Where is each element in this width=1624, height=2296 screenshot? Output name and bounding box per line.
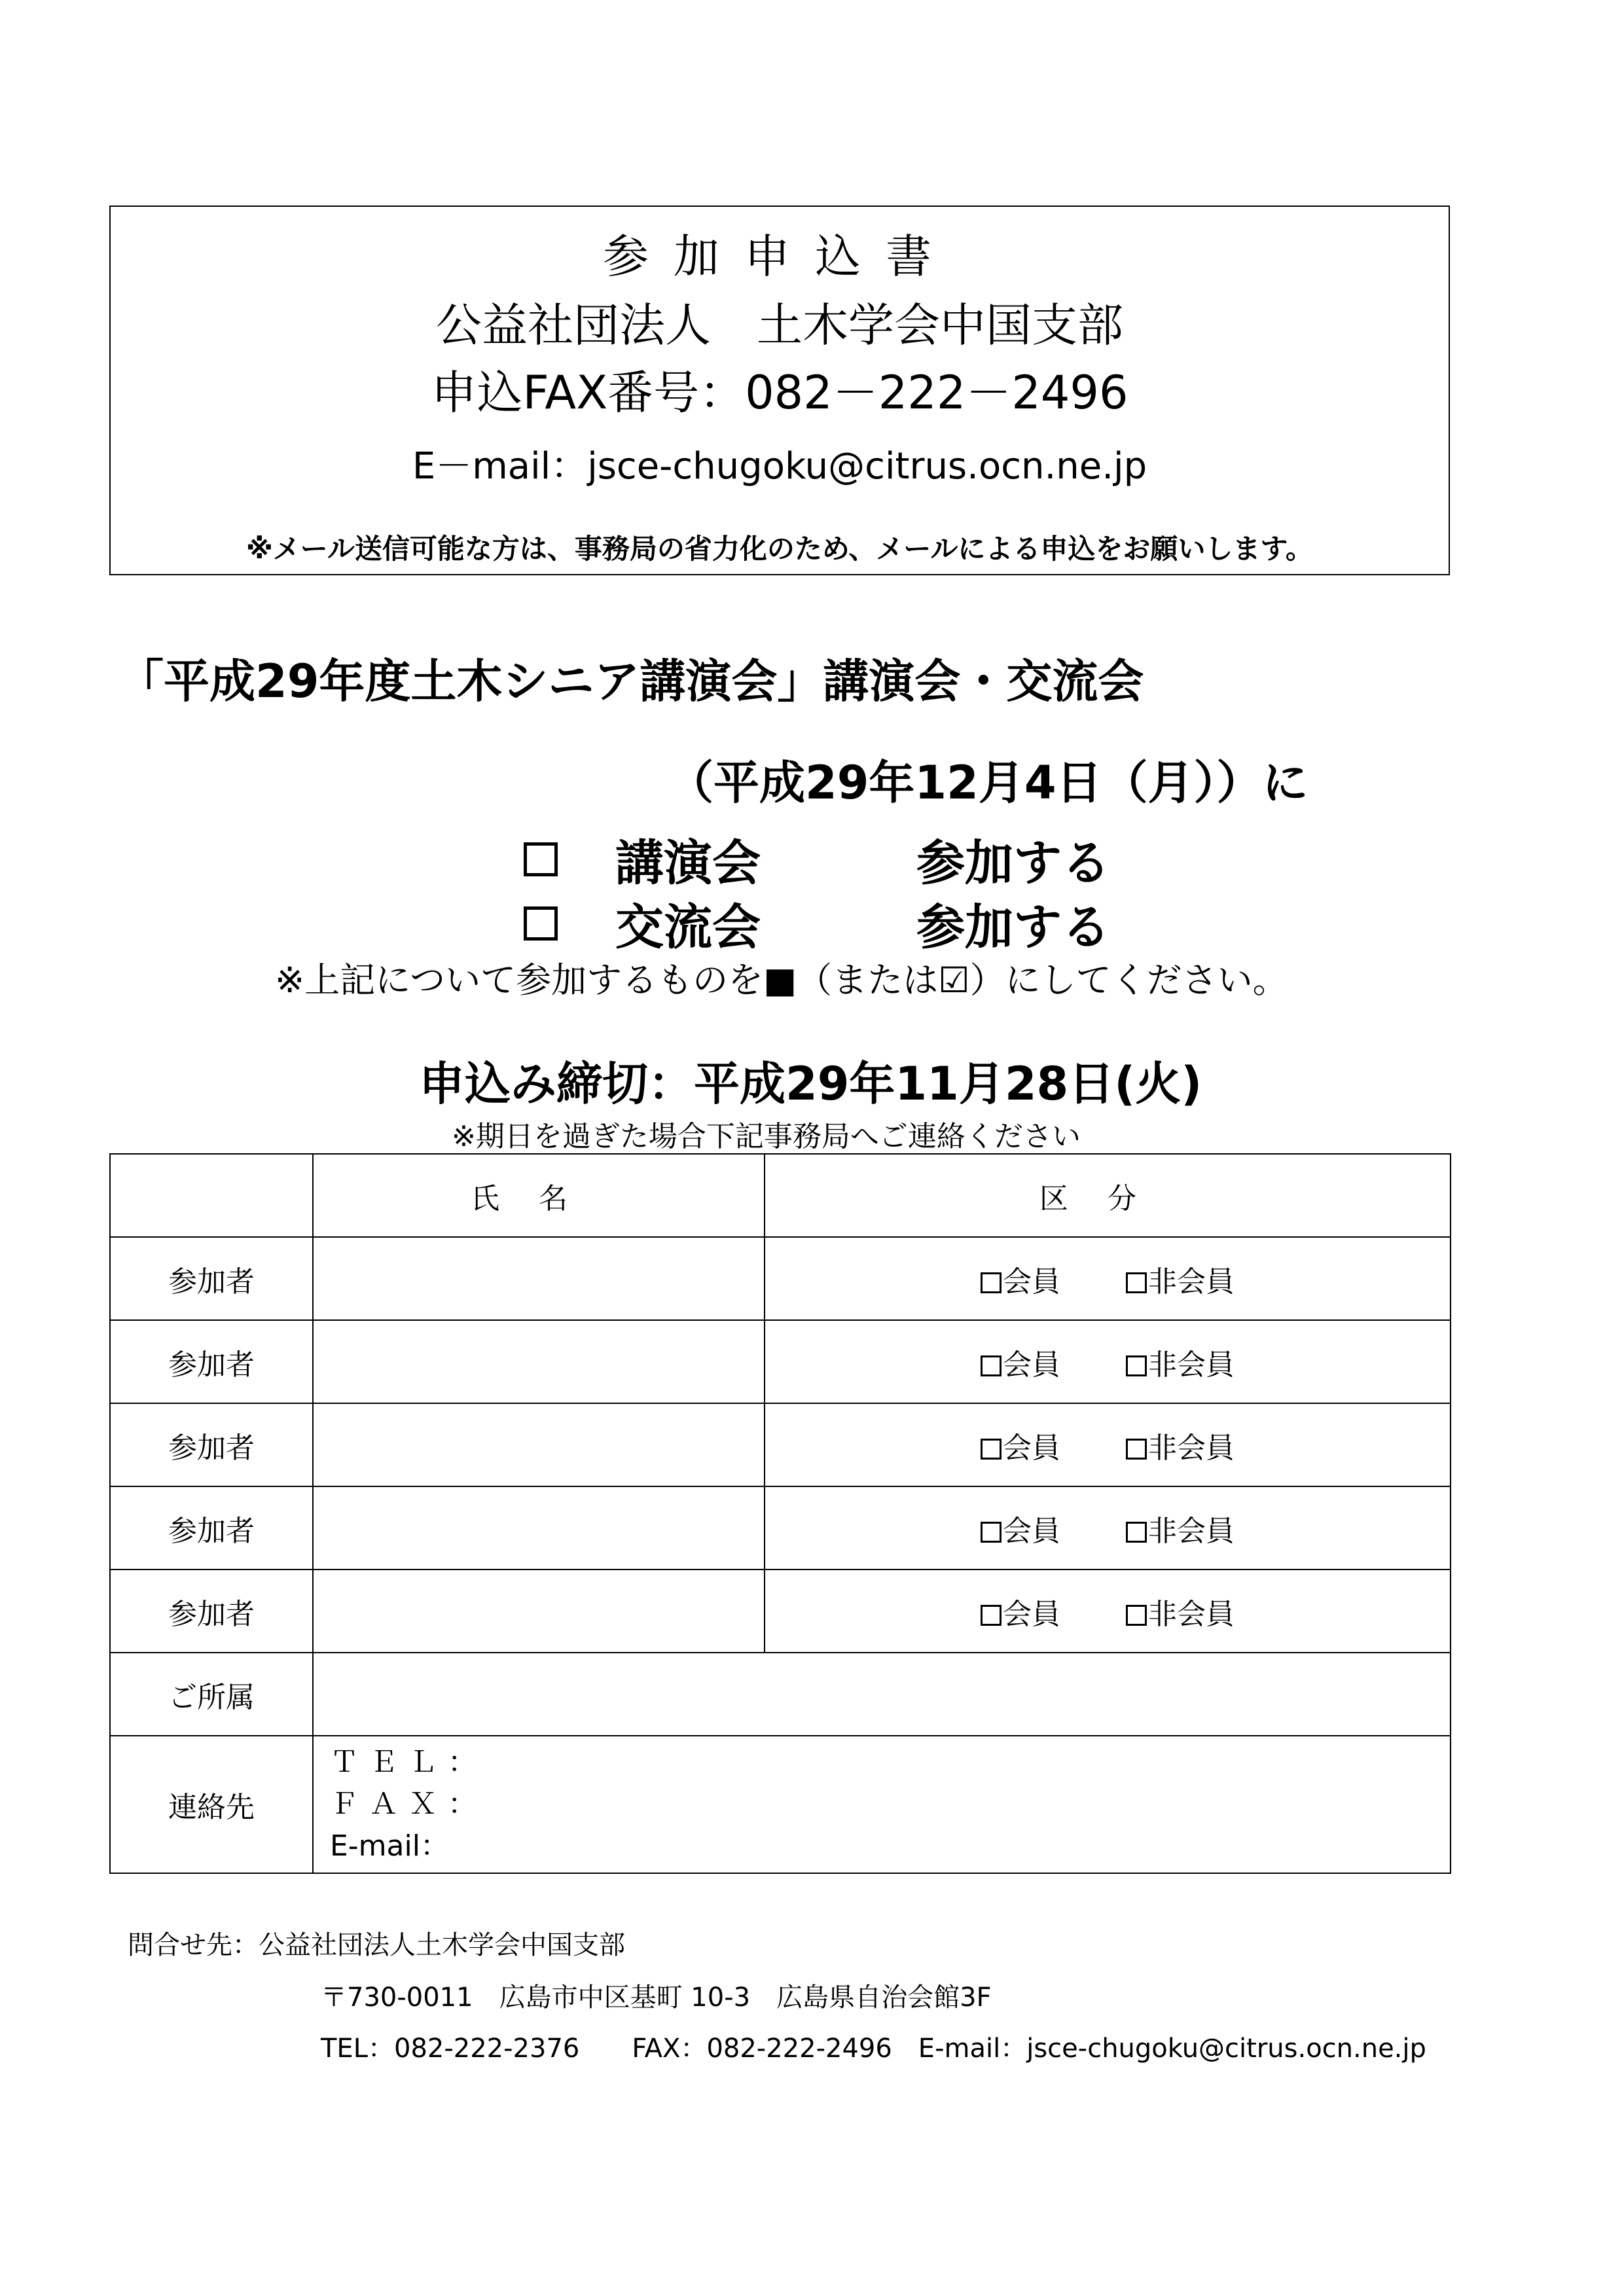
member-label: 会員	[1003, 1265, 1060, 1299]
fax-label: ＦＡＸ：	[330, 1787, 487, 1821]
non-member-label: 非会員	[1148, 1431, 1235, 1465]
member-checkbox[interactable]	[981, 1355, 1001, 1376]
form-title: 参加申込書	[603, 230, 956, 283]
participant-label: 参加者	[110, 1320, 313, 1403]
table-row	[110, 1237, 1451, 1320]
column-header-category: 区分	[765, 1154, 1451, 1237]
affiliation-row	[110, 1653, 1451, 1736]
event-title: 「平成29年度土木シニア講演会」講演会・交流会	[118, 655, 1144, 708]
non-member-checkbox[interactable]	[1126, 1522, 1147, 1543]
option-lecture[interactable]	[524, 825, 1110, 894]
non-member-checkbox[interactable]	[1126, 1605, 1147, 1626]
participant-name-field[interactable]	[313, 1570, 765, 1653]
contact-label: 連絡先	[110, 1736, 313, 1873]
member-label: 会員	[1003, 1597, 1060, 1631]
option-exchange[interactable]	[524, 889, 1110, 958]
option-name: 交流会	[615, 899, 761, 956]
header-box	[109, 206, 1450, 575]
participant-label: 参加者	[110, 1570, 313, 1653]
deadline: 申込み締切：平成29年11月28日(火)	[419, 1057, 1202, 1111]
fax-number: 申込FAX番号：082－222－2496	[431, 366, 1128, 420]
column-header-name: 氏名	[313, 1154, 765, 1237]
option-action: 参加する	[916, 899, 1110, 956]
category-cell	[765, 1237, 1451, 1320]
member-label: 会員	[1003, 1514, 1060, 1548]
event-date: （平成29年12月4日（月））に	[668, 756, 1308, 810]
non-member-checkbox[interactable]	[1126, 1439, 1147, 1460]
member-checkbox[interactable]	[981, 1439, 1001, 1460]
non-member-label: 非会員	[1148, 1597, 1235, 1631]
member-checkbox[interactable]	[981, 1605, 1001, 1626]
address-line: 〒730-0011 広島市中区基町 10-3 広島県自治会館3F	[321, 1982, 992, 2013]
table-row	[110, 1486, 1451, 1570]
table-row	[110, 1320, 1451, 1403]
email-label: E-mail：	[330, 1829, 449, 1863]
affiliation-field[interactable]	[313, 1653, 1451, 1736]
category-cell	[765, 1320, 1451, 1403]
member-checkbox[interactable]	[981, 1522, 1001, 1543]
contact-line: TEL：082-222-2376 FAX：082-222-2496 E-mail：jsce-chugoku@citrus.ocn.ne.jp	[321, 2034, 1426, 2064]
participant-label: 参加者	[110, 1403, 313, 1486]
option-action: 参加する	[916, 835, 1110, 891]
participant-name-field[interactable]	[313, 1320, 765, 1403]
tel-label: ＴＥＬ：	[330, 1746, 487, 1779]
participant-label: 参加者	[110, 1486, 313, 1570]
contact-row	[110, 1736, 1451, 1873]
non-member-checkbox[interactable]	[1126, 1355, 1147, 1376]
category-cell	[765, 1486, 1451, 1570]
participant-label: 参加者	[110, 1237, 313, 1320]
non-member-checkbox[interactable]	[1126, 1272, 1147, 1293]
table-row	[110, 1570, 1451, 1653]
table-row	[110, 1403, 1451, 1486]
deadline-note: ※期日を過ぎた場合下記事務局へご連絡ください	[452, 1120, 1081, 1153]
header-blank	[110, 1154, 313, 1237]
header-email: E－mail：jsce-chugoku@citrus.ocn.ne.jp	[412, 445, 1147, 488]
member-label: 会員	[1003, 1348, 1060, 1382]
category-cell	[765, 1403, 1451, 1486]
checkbox-instruction: ※上記について参加するものを■（または☑）にしてください。	[275, 960, 1288, 1001]
member-label: 会員	[1003, 1431, 1060, 1465]
participant-name-field[interactable]	[313, 1237, 765, 1320]
contact-field[interactable]	[313, 1736, 1451, 1873]
non-member-label: 非会員	[1148, 1514, 1235, 1548]
table-header-row	[110, 1154, 1451, 1237]
exchange-checkbox[interactable]	[524, 906, 558, 941]
non-member-label: 非会員	[1148, 1348, 1235, 1382]
member-checkbox[interactable]	[981, 1272, 1001, 1293]
inquiry-line: 問合せ先：公益社団法人土木学会中国支部	[128, 1930, 625, 1960]
registration-table	[109, 1153, 1451, 1874]
option-name: 講演会	[615, 835, 761, 891]
participant-name-field[interactable]	[313, 1486, 765, 1570]
non-member-label: 非会員	[1148, 1265, 1235, 1299]
category-cell	[765, 1570, 1451, 1653]
email-request-note: ※メール送信可能な方は、事務局の省力化のため、メールによる申込をお願いします。	[245, 533, 1314, 565]
affiliation-label: ご所属	[110, 1653, 313, 1736]
participant-name-field[interactable]	[313, 1403, 765, 1486]
lecture-checkbox[interactable]	[524, 842, 558, 876]
organization-name: 公益社団法人 土木学会中国支部	[436, 298, 1123, 352]
